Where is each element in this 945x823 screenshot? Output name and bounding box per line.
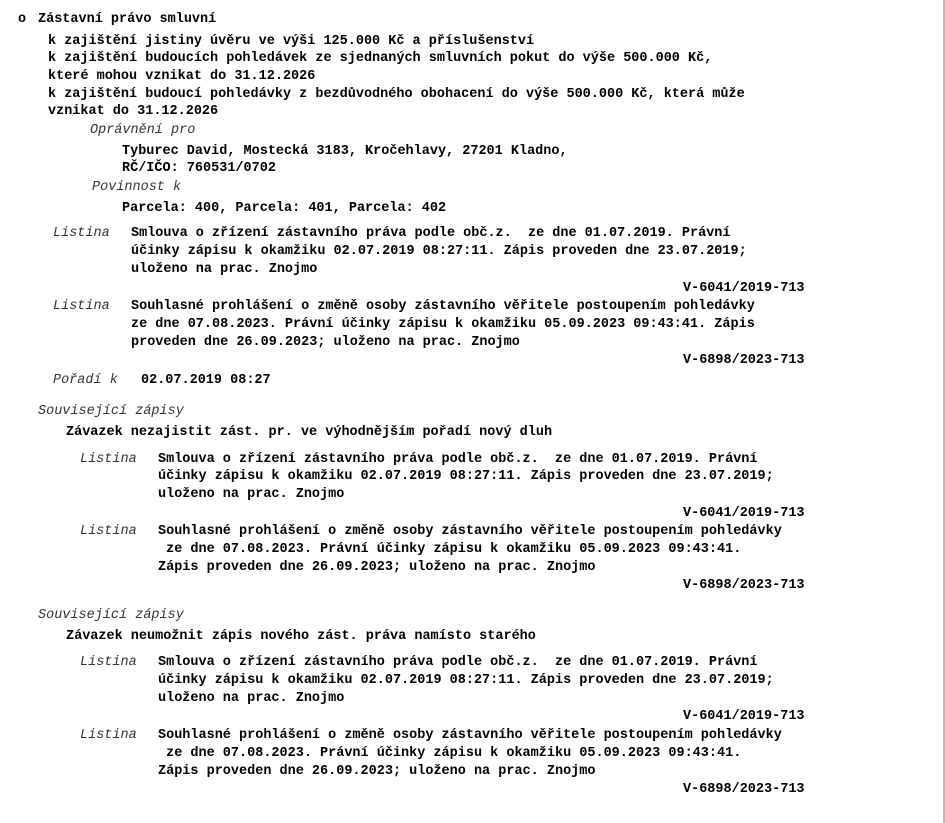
listina-line: ze dne 07.08.2023. Právní účinky zápisu k okamžiku 05.09.2023 09:43:41. Zápis (131, 317, 755, 332)
listina-ref: V-6898/2023-713 (683, 578, 805, 593)
listina-line: uloženo na prac. Znojmo (131, 262, 318, 277)
listina-line: účinky zápisu k okamžiku 02.07.2019 08:27:11. Zápis proveden dne 23.07.2019; (158, 469, 774, 484)
listina-line: ze dne 07.08.2023. Právní účinky zápisu k okamžiku 05.09.2023 09:43:41. (158, 746, 742, 761)
poradi-label: Pořadí k (53, 373, 118, 388)
listina-label: Listina (53, 299, 110, 314)
opravneni-line: RČ/IČO: 760531/0702 (122, 161, 276, 176)
listina-line: uloženo na prac. Znojmo (158, 691, 345, 706)
listina-line: Smlouva o zřízení zástavního práva podle obč.z. ze dne 01.07.2019. Právní (158, 655, 758, 670)
listina-ref: V-6041/2019-713 (683, 709, 805, 724)
listina-line: Zápis proveden dne 26.09.2023; uloženo na prac. Znojmo (158, 764, 596, 779)
listina-line: uloženo na prac. Znojmo (158, 487, 345, 502)
listina-line: účinky zápisu k okamžiku 02.07.2019 08:27:11. Zápis proveden dne 23.07.2019; (131, 244, 747, 259)
listina-line: Souhlasné prohlášení o změně osoby zástavního věřitele postoupením pohledávky (158, 524, 782, 539)
listina-ref: V-6898/2023-713 (683, 353, 805, 368)
related-title: Závazek nezajistit zást. pr. ve výhodnějším pořadí nový dluh (66, 425, 553, 440)
listina-line: Zápis proveden dne 26.09.2023; uloženo na prac. Znojmo (158, 560, 596, 575)
povinnost-line: Parcela: 400, Parcela: 401, Parcela: 402 (122, 201, 447, 216)
related-title: Závazek neumožnit zápis nového zást. práva namísto starého (66, 629, 536, 644)
record-title: Zástavní právo smluvní (38, 12, 217, 27)
listina-line: Smlouva o zřízení zástavního práva podle obč.z. ze dne 01.07.2019. Právní (158, 452, 758, 467)
listina-label: Listina (80, 524, 137, 539)
desc-line: vznikat do 31.12.2026 (48, 104, 219, 119)
desc-line: které mohou vznikat do 31.12.2026 (48, 69, 316, 84)
poradi-value: 02.07.2019 08:27 (141, 373, 271, 388)
bullet-marker: o (18, 12, 27, 27)
desc-line: k zajištění budoucí pohledávky z bezdůvodného obohacení do výše 500.000 Kč, která může (48, 87, 745, 102)
related-label: Související zápisy (38, 404, 184, 419)
opravneni-label: Oprávnění pro (90, 123, 196, 138)
listina-line: Souhlasné prohlášení o změně osoby zástavního věřitele postoupením pohledávky (131, 299, 755, 314)
listina-ref: V-6041/2019-713 (683, 281, 805, 296)
desc-line: k zajištění budoucích pohledávek ze sjednaných smluvních pokut do výše 500.000 Kč, (48, 51, 713, 66)
povinnost-label: Povinnost k (92, 180, 182, 195)
listina-line: Souhlasné prohlášení o změně osoby zástavního věřitele postoupením pohledávky (158, 728, 782, 743)
listina-label: Listina (80, 452, 137, 467)
listina-line: proveden dne 26.09.2023; uloženo na prac. Znojmo (131, 335, 520, 350)
listina-label: Listina (53, 226, 110, 241)
listina-line: účinky zápisu k okamžiku 02.07.2019 08:27:11. Zápis proveden dne 23.07.2019; (158, 673, 774, 688)
listina-line: ze dne 07.08.2023. Právní účinky zápisu k okamžiku 05.09.2023 09:43:41. (158, 542, 742, 557)
listina-label: Listina (80, 728, 137, 743)
listina-label: Listina (80, 655, 137, 670)
desc-line: k zajištění jistiny úvěru ve výši 125.000 Kč a příslušenství (48, 34, 535, 49)
opravneni-line: Tyburec David, Mostecká 3183, Kročehlavy, 27201 Kladno, (122, 144, 568, 159)
listina-ref: V-6041/2019-713 (683, 506, 805, 521)
listina-line: Smlouva o zřízení zástavního práva podle obč.z. ze dne 01.07.2019. Právní (131, 226, 731, 241)
listina-ref: V-6898/2023-713 (683, 782, 805, 797)
related-label: Související zápisy (38, 608, 184, 623)
